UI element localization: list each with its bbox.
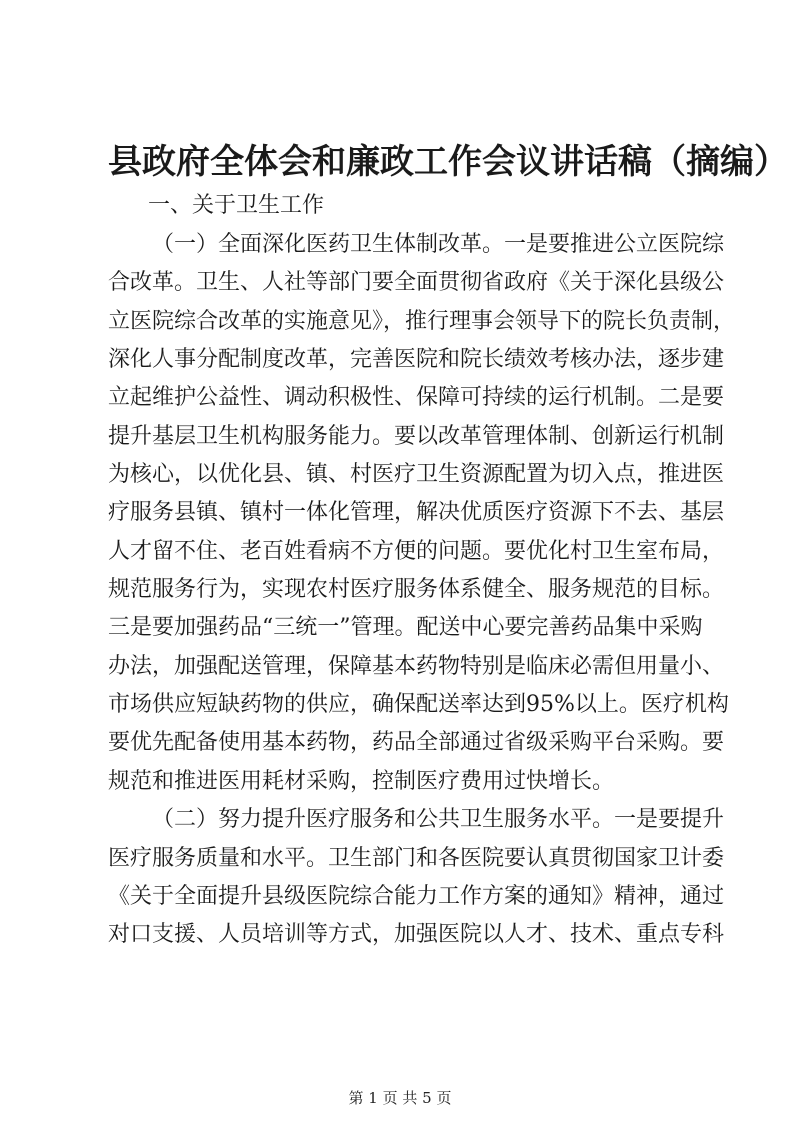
paragraph-line: 为核心，以优化县、镇、村医疗卫生资源配置为切入点，推进医	[108, 462, 725, 488]
paragraph-line: 提升基层卫生机构服务能力。要以改革管理体制、创新运行机制	[108, 423, 725, 449]
paragraph-line: 三是要加强药品“三统一”管理。配送中心要完善药品集中采购	[108, 615, 703, 641]
paragraph-line: （一）全面深化医药卫生体制改革。一是要推进公立医院综	[152, 232, 725, 257]
paragraph-line: 立起维护公益性、调动积极性、保障可持续的运行机制。二是要	[108, 385, 725, 411]
paragraph-line: 深化人事分配制度改革，完善医院和院长绩效考核办法，逐步建	[108, 347, 725, 373]
body-text	[108, 226, 736, 955]
section-heading: 一、关于卫生工作	[148, 193, 325, 218]
paragraph-line: 规范和推进医用耗材采购，控制医疗费用过快增长。	[108, 768, 615, 794]
paragraph-line: 医疗服务质量和水平。卫生部门和各医院要认真贯彻国家卫计委	[108, 845, 725, 871]
paragraph-line: 规范服务行为，实现农村医疗服务体系健全、服务规范的目标。	[108, 577, 725, 603]
paragraph-line: 《关于全面提升县级医院综合能力工作方案的通知》精神，通过	[108, 883, 725, 909]
paragraph-line: 立医院综合改革的实施意见》，推行理事会领导下的院长负责制，	[108, 308, 736, 334]
paragraph-line: 对口支援、人员培训等方式，加强医院以人才、技术、重点专科	[108, 922, 725, 948]
paragraph-line: 市场供应短缺药物的供应，确保配送率达到95%以上。医疗机构	[108, 692, 729, 718]
document-title: 县政府全体会和廉政工作会议讲话稿（摘编）	[108, 142, 788, 182]
paragraph-line: 疗服务县镇、镇村一体化管理，解决优质医疗资源下不去、基层	[108, 500, 725, 526]
paragraph-line: 合改革。卫生、人社等部门要全面贯彻省政府《关于深化县级公	[108, 270, 725, 296]
page-footer: 第 1 页 共 5 页	[348, 1089, 452, 1107]
paragraph-line: 人才留不住、老百姓看病不方便的问题。要优化村卫生室布局，	[108, 538, 725, 564]
paragraph-line: 要优先配备使用基本药物，药品全部通过省级采购平台采购。要	[108, 730, 725, 756]
paragraph-line: 办法，加强配送管理，保障基本药物特别是临床必需但用量小、	[108, 653, 725, 679]
paragraph-line: （二）努力提升医疗服务和公共卫生服务水平。一是要提升	[152, 807, 725, 833]
